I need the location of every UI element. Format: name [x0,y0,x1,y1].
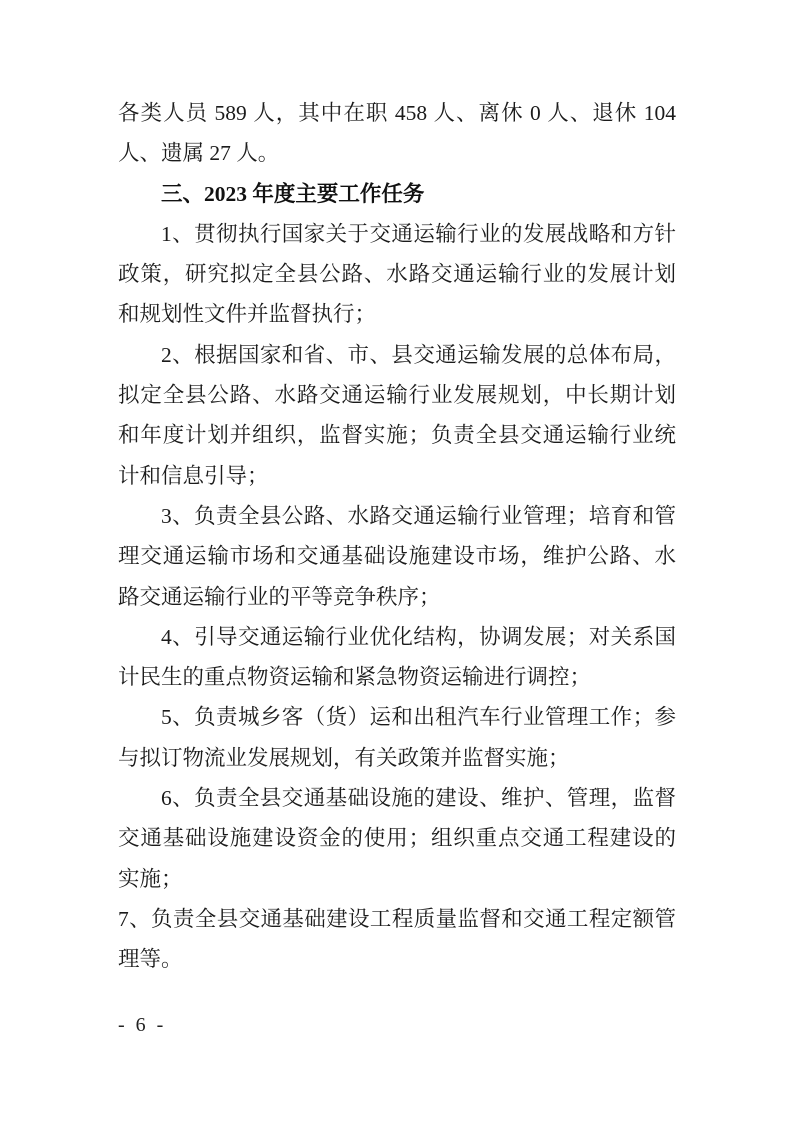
task-item-2: 2、根据国家和省、市、县交通运输发展的总体布局，拟定全县公路、水路交通运输行业发展规划，中长期计划和年度计划并组织，监督实施；负责全县交通运输行业统计和信息引导； [118,342,676,488]
paragraph-intro-continuation: 各类人员 589 人，其中在职 458 人、离休 0 人、退休 104 人、遗属 27 人。 [118,101,676,166]
section-heading: 三、2023 年度主要工作任务 [161,181,425,206]
task-item-7: 7、负责全县交通基础建设工程质量监督和交通工程定额管理等。 [118,906,676,972]
task-item-3: 3、负责全县公路、水路交通运输行业管理；培育和管理交通运输市场和交通基础设施建设市场，维护公路、水路交通运输行业的平等竞争秩序； [118,503,676,609]
task-item-6: 6、负责全县交通基础设施的建设、维护、管理，监督交通基础设施建设资金的使用；组织重点交通工程建设的实施； [118,786,676,891]
task-item-5: 5、负责城乡客（货）运和出租汽车行业管理工作；参与拟订物流业发展规划，有关政策并监督实施； [118,705,676,770]
task-item-4: 4、引导交通运输行业优化结构，协调发展；对关系国计民生的重点物资运输和紧急物资运输进行调控； [118,624,676,690]
document-body [118,93,676,980]
page-number: - 6 - [118,1014,167,1036]
task-item-1: 1、贯彻执行国家关于交通运输行业的发展战略和方针政策，研究拟定全县公路、水路交通运输行业的发展计划和规划性文件并监督执行； [118,221,676,327]
